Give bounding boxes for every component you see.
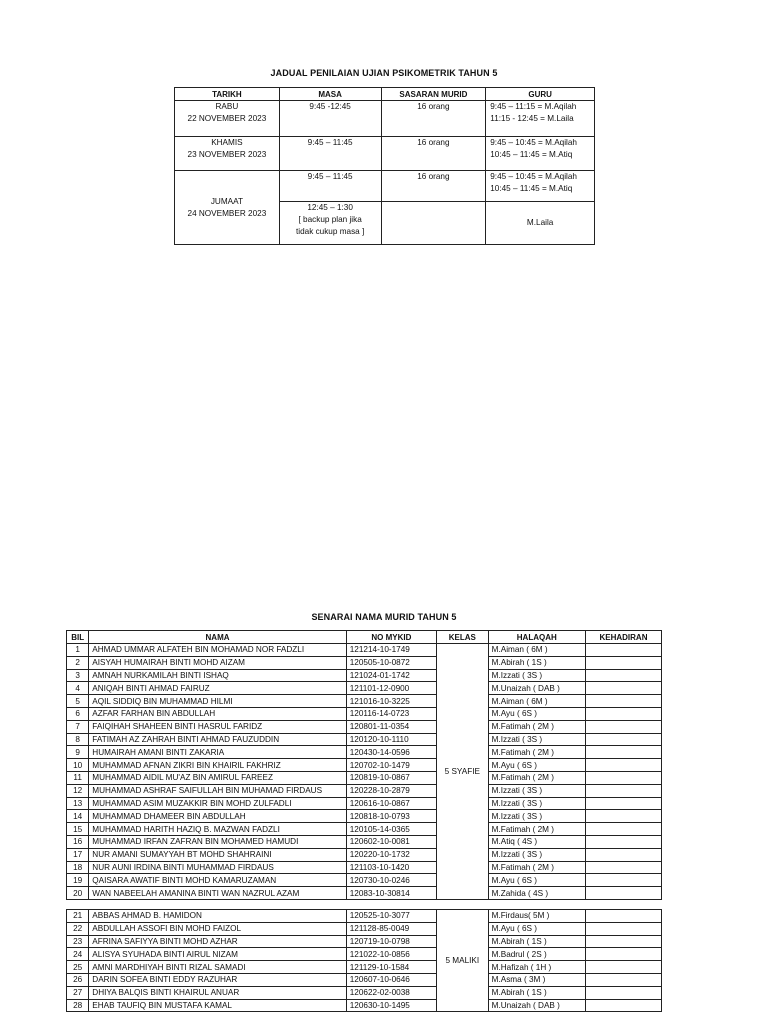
mykid-cell: 121103-10-1420 (346, 861, 436, 874)
bil-cell: 21 (67, 910, 89, 923)
mykid-cell: 121022-10-0856 (346, 948, 436, 961)
kelas-cell: 5 SYAFIE (436, 644, 488, 900)
nama-cell: ANIQAH BINTI AHMAD FAIRUZ (89, 682, 346, 695)
header-guru: GURU (486, 88, 595, 101)
day-label: RABU (215, 102, 239, 111)
guru-line: 9:45 – 10:45 = M.Aqilah (490, 138, 577, 147)
kehadiran-cell[interactable] (585, 682, 661, 695)
bil-cell: 28 (67, 999, 89, 1012)
backup-line: tidak cukup masa ] (296, 227, 365, 236)
kehadiran-cell[interactable] (585, 835, 661, 848)
kehadiran-cell[interactable] (585, 810, 661, 823)
mykid-cell: 120505-10-0872 (346, 656, 436, 669)
date-label: 22 NOVEMBER 2023 (187, 114, 267, 123)
nama-cell: AMNAH NURKAMILAH BINTI ISHAQ (89, 669, 346, 682)
mykid-cell: 121024-01-1742 (346, 669, 436, 682)
table-row (67, 835, 662, 848)
halaqah-cell: M.Fatimah ( 2M ) (488, 720, 585, 733)
guru-line: 10:45 – 11:45 = M.Atiq (490, 150, 573, 159)
bil-cell: 11 (67, 771, 89, 784)
bil-cell: 2 (67, 656, 89, 669)
bil-cell: 25 (67, 961, 89, 974)
backup-sasaran-cell (381, 202, 486, 245)
header-nama: NAMA (89, 631, 346, 644)
mykid-cell: 121101-12-0900 (346, 682, 436, 695)
bil-cell: 19 (67, 874, 89, 887)
nama-cell: MUHAMMAD HARITH HAZIQ B. MAZWAN FADZLI (89, 823, 346, 836)
table-row (67, 874, 662, 887)
kehadiran-cell[interactable] (585, 910, 661, 923)
header-kehadiran: KEHADIRAN (585, 631, 661, 644)
table-row (67, 973, 662, 986)
table-row (67, 848, 662, 861)
bil-cell: 12 (67, 784, 89, 797)
nama-cell: AQIL SIDDIQ BIN MUHAMMAD HILMI (89, 695, 346, 708)
halaqah-cell: M.Izzati ( 3S ) (488, 848, 585, 861)
table-row (67, 935, 662, 948)
bil-cell: 7 (67, 720, 89, 733)
day-label: KHAMIS (211, 138, 243, 147)
mykid-cell: 121016-10-3225 (346, 695, 436, 708)
mykid-cell: 120607-10-0646 (346, 973, 436, 986)
kehadiran-cell[interactable] (585, 797, 661, 810)
mykid-cell: 120702-10-1479 (346, 759, 436, 772)
nama-cell: MUHAMMAD AIDIL MU'AZ BIN AMIRUL FAREEZ (89, 771, 346, 784)
mykid-cell: 120801-11-0354 (346, 720, 436, 733)
table-row (67, 733, 662, 746)
mykid-cell: 120228-10-2879 (346, 784, 436, 797)
nama-cell: QAISARA AWATIF BINTI MOHD KAMARUZAMAN (89, 874, 346, 887)
kehadiran-cell[interactable] (585, 948, 661, 961)
kehadiran-cell[interactable] (585, 848, 661, 861)
nama-cell: NUR AMANI SUMAYYAH BT MOHD SHAHRAINI (89, 848, 346, 861)
halaqah-cell: M.Izzati ( 3S ) (488, 784, 585, 797)
student-table-maliki (66, 909, 662, 1012)
schedule-date-cell (175, 137, 280, 171)
mykid-cell: 12083-10-30814 (346, 887, 436, 900)
mykid-cell: 120430-14-0596 (346, 746, 436, 759)
halaqah-cell: M.Fatimah ( 2M ) (488, 823, 585, 836)
halaqah-cell: M.Hafizah ( 1H ) (488, 961, 585, 974)
kehadiran-cell[interactable] (585, 874, 661, 887)
halaqah-cell: M.Firdaus( 5M ) (488, 910, 585, 923)
nama-cell: ABDULLAH ASSOFI BIN MOHD FAIZOL (89, 922, 346, 935)
nama-cell: MUHAMMAD ASHRAF SAIFULLAH BIN MUHAMAD FIRDAUS (89, 784, 346, 797)
kehadiran-cell[interactable] (585, 695, 661, 708)
kehadiran-cell[interactable] (585, 644, 661, 657)
guru-line: 9:45 – 10:45 = M.Aqilah (490, 172, 577, 181)
bil-cell: 17 (67, 848, 89, 861)
bil-cell: 4 (67, 682, 89, 695)
nama-cell: EHAB TAUFIQ BIN MUSTAFA KAMAL (89, 999, 346, 1012)
kehadiran-cell[interactable] (585, 784, 661, 797)
halaqah-cell: M.Ayu ( 6S ) (488, 759, 585, 772)
date-label: 24 NOVEMBER 2023 (187, 208, 267, 218)
bil-cell: 24 (67, 948, 89, 961)
table-row (67, 948, 662, 961)
nama-cell: HUMAIRAH AMANI BINTI ZAKARIA (89, 746, 346, 759)
mykid-cell: 120120-10-1110 (346, 733, 436, 746)
schedule-row (175, 171, 595, 202)
kehadiran-cell[interactable] (585, 733, 661, 746)
nama-cell: FAIQIHAH SHAHEEN BINTI HASRUL FARIDZ (89, 720, 346, 733)
table-row (67, 887, 662, 900)
header-tarikh: TARIKH (175, 88, 280, 101)
mykid-cell: 120602-10-0081 (346, 835, 436, 848)
nama-cell: ABBAS AHMAD B. HAMIDON (89, 910, 346, 923)
guru-line: 11:15 - 12:45 = M.Laila (490, 114, 574, 123)
mykid-cell: 120819-10-0867 (346, 771, 436, 784)
masa-cell: 9:45 – 11:45 (279, 171, 381, 202)
table-row (67, 784, 662, 797)
halaqah-cell: M.Ayu ( 6S ) (488, 922, 585, 935)
bil-cell: 20 (67, 887, 89, 900)
kehadiran-cell[interactable] (585, 935, 661, 948)
header-masa: MASA (279, 88, 381, 101)
nama-cell: AISYAH HUMAIRAH BINTI MOHD AIZAM (89, 656, 346, 669)
table-row (67, 823, 662, 836)
kehadiran-cell[interactable] (585, 986, 661, 999)
header-kelas: KELAS (436, 631, 488, 644)
bil-cell: 1 (67, 644, 89, 657)
halaqah-cell: M.Fatimah ( 2M ) (488, 861, 585, 874)
halaqah-cell: M.Fatimah ( 2M ) (488, 771, 585, 784)
sasaran-cell: 16 orang (381, 101, 486, 137)
table-row (67, 961, 662, 974)
kehadiran-cell[interactable] (585, 823, 661, 836)
backup-guru-cell: M.Laila (486, 202, 595, 245)
table-row (67, 707, 662, 720)
bil-cell: 5 (67, 695, 89, 708)
bil-cell: 27 (67, 986, 89, 999)
kehadiran-cell[interactable] (585, 656, 661, 669)
nama-cell: WAN NABEELAH AMANINA BINTI WAN NAZRUL AZAM (89, 887, 346, 900)
halaqah-cell: M.Aiman ( 6M ) (488, 644, 585, 657)
mykid-cell: 120719-10-0798 (346, 935, 436, 948)
guru-cell (486, 137, 595, 171)
schedule-row (175, 101, 595, 137)
table-row (67, 746, 662, 759)
halaqah-cell: M.Izzati ( 3S ) (488, 797, 585, 810)
table-row (67, 922, 662, 935)
kehadiran-cell[interactable] (585, 771, 661, 784)
mykid-cell: 121214-10-1749 (346, 644, 436, 657)
kehadiran-cell[interactable] (585, 759, 661, 772)
halaqah-cell: M.Asma ( 3M ) (488, 973, 585, 986)
mykid-cell: 120818-10-0793 (346, 810, 436, 823)
table-row (67, 669, 662, 682)
bil-cell: 23 (67, 935, 89, 948)
guru-line: 9:45 – 11:15 = M.Aqilah (490, 102, 577, 111)
table-row (67, 986, 662, 999)
header-mykid: NO MYKID (346, 631, 436, 644)
halaqah-cell: M.Atiq ( 4S ) (488, 835, 585, 848)
mykid-cell: 120116-14-0723 (346, 707, 436, 720)
schedule-row (175, 137, 595, 171)
header-bil: BIL (67, 631, 89, 644)
bil-cell: 13 (67, 797, 89, 810)
halaqah-cell: M.Unaizah ( DAB ) (488, 999, 585, 1012)
halaqah-cell: M.Aiman ( 6M ) (488, 695, 585, 708)
backup-line: [ backup plan jika (298, 215, 362, 224)
table-row (67, 861, 662, 874)
mykid-cell: 120105-14-0365 (346, 823, 436, 836)
bil-cell: 14 (67, 810, 89, 823)
schedule-date-cell (175, 171, 280, 245)
masa-cell: 9:45 – 11:45 (279, 137, 381, 171)
nama-cell: FATIMAH AZ ZAHRAH BINTI AHMAD FAUZUDDIN (89, 733, 346, 746)
halaqah-cell: M.Ayu ( 6S ) (488, 707, 585, 720)
schedule-date-cell (175, 101, 280, 137)
header-halaqah: HALAQAH (488, 631, 585, 644)
sasaran-cell: 16 orang (381, 171, 486, 202)
bil-cell: 9 (67, 746, 89, 759)
day-label: JUMAAT (210, 196, 243, 206)
table-row (67, 910, 662, 923)
halaqah-cell: M.Ayu ( 6S ) (488, 874, 585, 887)
kehadiran-cell[interactable] (585, 961, 661, 974)
nama-cell: AMNI MARDHIYAH BINTI RIZAL SAMADI (89, 961, 346, 974)
halaqah-cell: M.Izzati ( 3S ) (488, 733, 585, 746)
halaqah-cell: M.Unaizah ( DAB ) (488, 682, 585, 695)
students-title: SENARAI NAMA MURID TAHUN 5 (311, 612, 457, 622)
table-row (67, 720, 662, 733)
table-row (67, 759, 662, 772)
bil-cell: 3 (67, 669, 89, 682)
bil-cell: 15 (67, 823, 89, 836)
table-row (67, 695, 662, 708)
kehadiran-cell[interactable] (585, 746, 661, 759)
nama-cell: MUHAMMAD IRFAN ZAFRAN BIN MOHAMED HAMUDI (89, 835, 346, 848)
bil-cell: 6 (67, 707, 89, 720)
table-row (67, 810, 662, 823)
halaqah-cell: M.Abirah ( 1S ) (488, 656, 585, 669)
bil-cell: 22 (67, 922, 89, 935)
sasaran-cell: 16 orang (381, 137, 486, 171)
kehadiran-cell[interactable] (585, 973, 661, 986)
halaqah-cell: M.Zahida ( 4S ) (488, 887, 585, 900)
nama-cell: AFRINA SAFIYYA BINTI MOHD AZHAR (89, 935, 346, 948)
halaqah-cell: M.Abirah ( 1S ) (488, 986, 585, 999)
mykid-cell: 121128-85-0049 (346, 922, 436, 935)
bil-cell: 8 (67, 733, 89, 746)
schedule-table (174, 87, 595, 245)
mykid-cell: 120730-10-0246 (346, 874, 436, 887)
schedule-title: JADUAL PENILAIAN UJIAN PSIKOMETRIK TAHUN 5 (270, 68, 498, 78)
nama-cell: ALISYA SYUHADA BINTI AIRUL NIZAM (89, 948, 346, 961)
table-row (67, 656, 662, 669)
masa-cell: 9:45 -12:45 (279, 101, 381, 137)
halaqah-cell: M.Izzati ( 3S ) (488, 810, 585, 823)
kehadiran-cell[interactable] (585, 999, 661, 1012)
mykid-cell: 120630-10-1495 (346, 999, 436, 1012)
date-label: 23 NOVEMBER 2023 (187, 150, 267, 159)
halaqah-cell: M.Izzati ( 3S ) (488, 669, 585, 682)
nama-cell: DARIN SOFEA BINTI EDDY RAZUHAR (89, 973, 346, 986)
halaqah-cell: M.Badrul ( 2S ) (488, 948, 585, 961)
bil-cell: 16 (67, 835, 89, 848)
kehadiran-cell[interactable] (585, 669, 661, 682)
guru-line: 10:45 – 11:45 = M.Atiq (490, 184, 573, 193)
nama-cell: NUR AUNI IRDINA BINTI MUHAMMAD FIRDAUS (89, 861, 346, 874)
table-row (67, 644, 662, 657)
kehadiran-cell[interactable] (585, 720, 661, 733)
nama-cell: MUHAMMAD AFNAN ZIKRI BIN KHAIRIL FAKHRIZ (89, 759, 346, 772)
header-sasaran: SASARAN MURID (381, 88, 486, 101)
student-header-row (67, 631, 662, 644)
nama-cell: MUHAMMAD DHAMEER BIN ABDULLAH (89, 810, 346, 823)
kehadiran-cell[interactable] (585, 922, 661, 935)
halaqah-cell: M.Fatimah ( 2M ) (488, 746, 585, 759)
bil-cell: 10 (67, 759, 89, 772)
mykid-cell: 121129-10-1584 (346, 961, 436, 974)
table-row (67, 999, 662, 1012)
student-table-syafie (66, 630, 662, 900)
mykid-cell: 120525-10-3077 (346, 910, 436, 923)
guru-cell (486, 171, 595, 202)
bil-cell: 18 (67, 861, 89, 874)
kehadiran-cell[interactable] (585, 887, 661, 900)
mykid-cell: 120616-10-0867 (346, 797, 436, 810)
table-row (67, 771, 662, 784)
kehadiran-cell[interactable] (585, 861, 661, 874)
nama-cell: AZFAR FARHAN BIN ABDULLAH (89, 707, 346, 720)
backup-line: 12:45 – 1:30 (307, 203, 353, 212)
nama-cell: DHIYA BALQIS BINTI KHAIRUL ANUAR (89, 986, 346, 999)
nama-cell: MUHAMMAD ASIM MUZAKKIR BIN MOHD ZULFADLI (89, 797, 346, 810)
halaqah-cell: M.Abirah ( 1S ) (488, 935, 585, 948)
guru-cell (486, 101, 595, 137)
backup-masa-cell (279, 202, 381, 245)
schedule-header-row (175, 88, 595, 101)
kelas-cell: 5 MALIKI (436, 910, 488, 1012)
nama-cell: AHMAD UMMAR ALFATEH BIN MOHAMAD NOR FADZLI (89, 644, 346, 657)
bil-cell: 26 (67, 973, 89, 986)
table-row (67, 797, 662, 810)
mykid-cell: 120220-10-1732 (346, 848, 436, 861)
mykid-cell: 120622-02-0038 (346, 986, 436, 999)
kehadiran-cell[interactable] (585, 707, 661, 720)
table-row (67, 682, 662, 695)
